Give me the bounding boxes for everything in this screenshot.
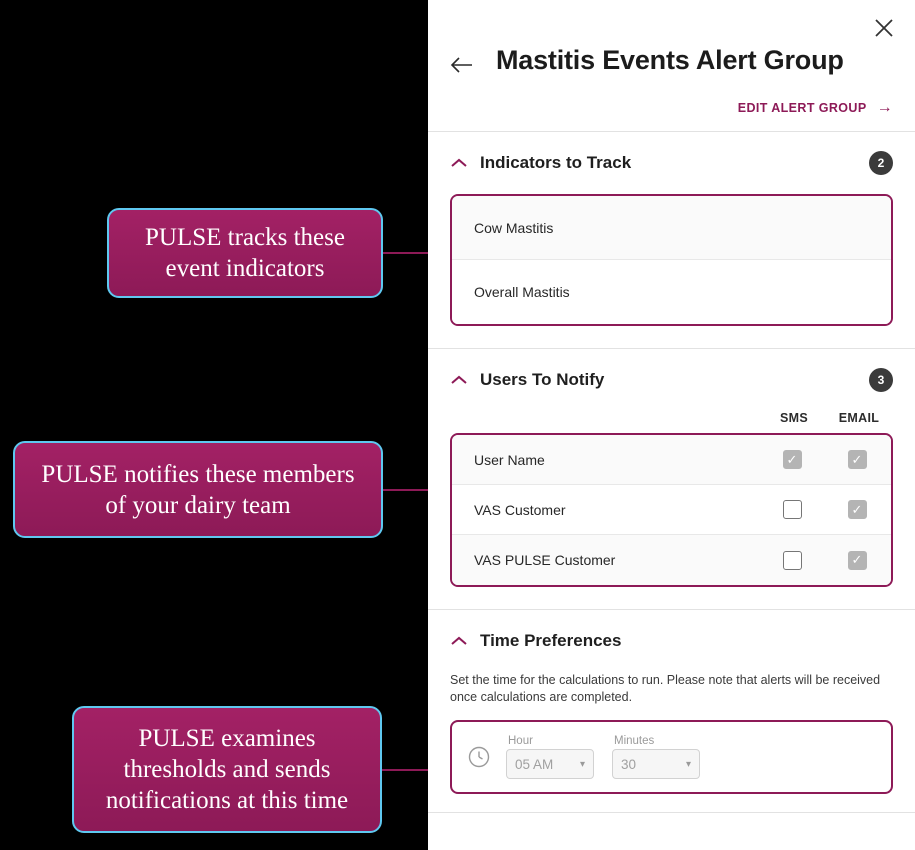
callout-users: PULSE notifies these members of your dairy team	[13, 441, 383, 538]
close-icon[interactable]	[870, 14, 898, 42]
indicators-header[interactable]	[428, 132, 915, 194]
sms-checkbox[interactable]	[783, 551, 802, 570]
edit-alert-group-link[interactable]	[738, 101, 893, 115]
alert-group-panel	[428, 0, 915, 850]
users-table-header	[450, 411, 893, 433]
clock-icon	[466, 744, 492, 770]
table-row[interactable]	[452, 535, 891, 585]
chevron-up-icon[interactable]	[450, 374, 472, 386]
column-email-header: EMAIL	[838, 411, 880, 425]
list-item[interactable]	[452, 196, 891, 260]
chevron-up-icon[interactable]	[450, 157, 472, 169]
user-name: VAS PULSE Customer	[474, 552, 616, 568]
time-preferences-title: Time Preferences	[480, 631, 622, 650]
users-list	[450, 433, 893, 587]
table-row[interactable]	[452, 435, 891, 485]
minutes-value: 30	[621, 756, 637, 772]
chevron-up-icon[interactable]	[450, 635, 472, 647]
annotation-area	[0, 0, 428, 850]
indicator-label: Overall Mastitis	[474, 284, 570, 300]
users-count-badge: 3	[869, 368, 893, 392]
sms-checkbox-cell[interactable]	[761, 551, 823, 570]
chevron-down-icon: ▾	[579, 758, 585, 770]
callout-time: PULSE examines thresholds and sends notifications at this time	[72, 706, 382, 833]
sms-checkbox[interactable]: ✓	[783, 450, 802, 469]
email-checkbox-cell[interactable]	[823, 500, 891, 519]
page-title: Mastitis Events Alert Group	[496, 45, 844, 75]
edit-alert-group-label: EDIT ALERT GROUP	[737, 101, 867, 115]
indicators-title: Indicators to Track	[480, 153, 632, 172]
time-preferences-description: Set the time for the calculations to run. Please note that alerts will be received once calculations are completed.	[450, 673, 881, 704]
minutes-field	[612, 735, 700, 779]
user-name: VAS Customer	[474, 501, 566, 518]
email-checkbox-cell[interactable]	[823, 551, 891, 570]
time-picker	[450, 720, 893, 794]
column-sms-header: SMS	[780, 411, 808, 425]
indicators-count-badge: 2	[869, 151, 893, 175]
sms-checkbox-cell[interactable]	[761, 500, 823, 519]
minutes-select[interactable]	[612, 749, 700, 779]
callout-indicators: PULSE tracks these event indicators	[107, 208, 383, 298]
users-header[interactable]	[428, 349, 915, 411]
sms-checkbox[interactable]	[783, 500, 802, 519]
email-checkbox[interactable]: ✓	[848, 450, 867, 469]
time-preferences-header[interactable]	[428, 610, 915, 672]
back-arrow-icon[interactable]	[449, 52, 475, 78]
email-checkbox[interactable]: ✓	[848, 500, 867, 519]
indicator-label: Cow Mastitis	[474, 219, 554, 236]
column-name-header	[450, 411, 763, 425]
arrow-right-icon: →	[876, 99, 893, 116]
hour-select[interactable]	[506, 749, 594, 779]
indicators-list	[450, 194, 893, 326]
section-time-preferences	[428, 610, 915, 813]
panel-header	[428, 0, 915, 132]
user-name: User Name	[474, 451, 545, 468]
hour-label: Hour	[508, 735, 533, 747]
sms-checkbox-cell[interactable]	[761, 450, 823, 469]
list-item[interactable]	[452, 260, 891, 324]
hour-value: 05 AM	[515, 756, 554, 772]
section-indicators	[428, 132, 915, 349]
email-checkbox-cell[interactable]	[823, 450, 891, 469]
table-row[interactable]	[452, 485, 891, 535]
hour-field	[506, 735, 594, 779]
email-checkbox[interactable]: ✓	[848, 551, 867, 570]
section-users	[428, 349, 915, 610]
users-title: Users To Notify	[480, 370, 605, 389]
chevron-down-icon: ▾	[685, 758, 691, 770]
minutes-label: Minutes	[614, 735, 655, 747]
